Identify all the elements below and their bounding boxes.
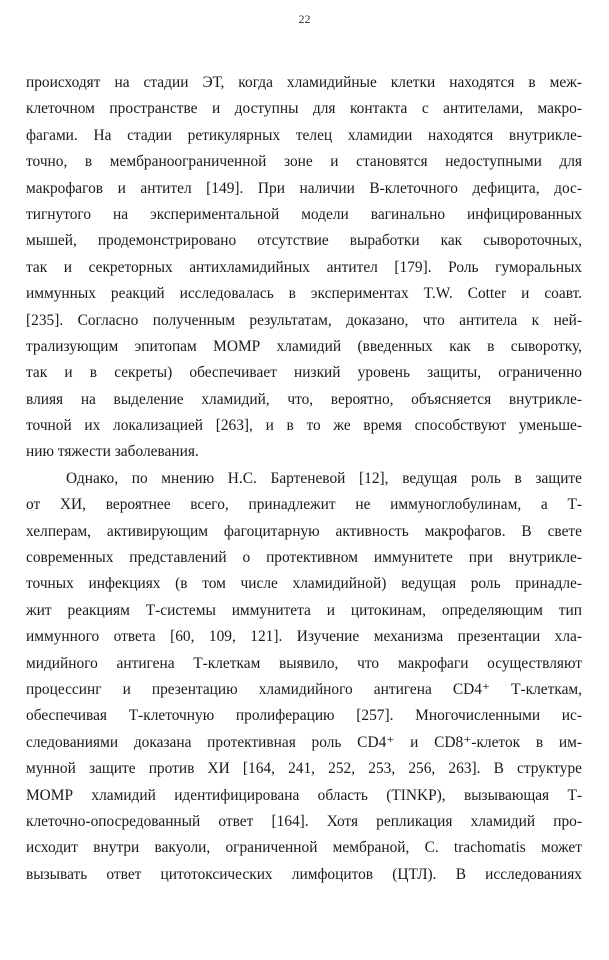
- text-line: нию тяжести заболевания.: [26, 443, 199, 461]
- text-line: исходит внутри вакуоли, ограниченной мембраной, C. trachomatis может: [26, 839, 582, 857]
- text-line: современных представлений о протективном иммунитете при внутрикле-: [26, 549, 582, 567]
- text-line: фагами. На стадии ретикулярных телец хламидии находятся внутрикле-: [26, 126, 582, 144]
- text-line: процессинг и презентацию хламидийного антигена CD4⁺ Т-клеткам,: [26, 680, 582, 698]
- text-line: точной их локализацией [263], и в то же время способствуют уменьше-: [26, 417, 582, 435]
- text-line: следованиями доказана протективная роль CD4⁺ и CD8⁺-клеток в им-: [26, 733, 582, 751]
- text-line: от ХИ, вероятнее всего, принадлежит не иммуноглобулинам, а Т-: [26, 496, 582, 514]
- text-line: трализующим эпитопам МОМР хламидий (введенных как в сыворотку,: [26, 337, 582, 355]
- text-line: точно, в мембраноограниченной зоне и становятся недоступными для: [26, 153, 582, 171]
- text-line: мышей, продемонстрировано отсутствие выработки как сывороточных,: [26, 232, 582, 250]
- text-line: влияя на выделение хламидий, что, вероятно, объясняется внутрикле-: [26, 390, 582, 408]
- page-number: 22: [298, 12, 311, 26]
- text-line: так и секреторных антихламидийных антител [179]. Роль гуморальных: [26, 258, 582, 276]
- text-line: иммунных реакций исследовалась в экспериментах T.W. Cotter и соавт.: [26, 285, 582, 303]
- text-line: обеспечивая Т-клеточную пролиферацию [257]. Многочисленными ис-: [26, 707, 582, 725]
- text-line: хелперам, активирующим фагоцитарную активность макрофагов. В свете: [26, 522, 582, 540]
- text-line: Однако, по мнению Н.С. Бартеневой [12], ведущая роль в защите: [66, 469, 582, 487]
- text-line: мидийного антигена Т-клеткам выявило, что макрофаги осуществляют: [26, 654, 582, 672]
- text-line: иммунного ответа [60, 109, 121]. Изучение механизма презентации хла-: [26, 628, 582, 646]
- page-body: [26, 70, 582, 888]
- text-line: клеточном пространстве и доступны для контакта с антителами, макро-: [26, 100, 582, 118]
- text-line: мунной защите против ХИ [164, 241, 252, 253, 256, 263]. В структуре: [26, 760, 582, 778]
- text-line: жит реакциям Т-системы иммунитета и цитокинам, определяющим тип: [26, 601, 582, 619]
- text-line: тигнутого на экспериментальной модели вагинально инфицированных: [26, 205, 582, 223]
- text-line: [235]. Согласно полученным результатам, доказано, что антитела к ней-: [26, 311, 582, 329]
- paragraph-1: [26, 70, 582, 466]
- text-line: клеточно-опосредованный ответ [164]. Хотя репликация хламидий про-: [26, 812, 582, 830]
- text-line: так и в секреты) обеспечивает низкий уровень защиты, ограниченно: [26, 364, 582, 382]
- text-line: происходят на стадии ЭТ, когда хламидийные клетки находятся в меж-: [26, 74, 582, 91]
- text-line: МОМР хламидий идентифицирована область (TINKP), вызывающая Т-: [26, 786, 582, 804]
- paragraph-2: [26, 466, 582, 888]
- text-line: точных инфекциях (в том числе хламидийной) ведущая роль принадле-: [26, 575, 582, 593]
- text-line: макрофагов и антител [149]. При наличии В-клеточного дефицита, дос-: [26, 179, 582, 197]
- text-line: вызывать ответ цитотоксических лимфоцитов (ЦТЛ). В исследованиях: [26, 865, 582, 883]
